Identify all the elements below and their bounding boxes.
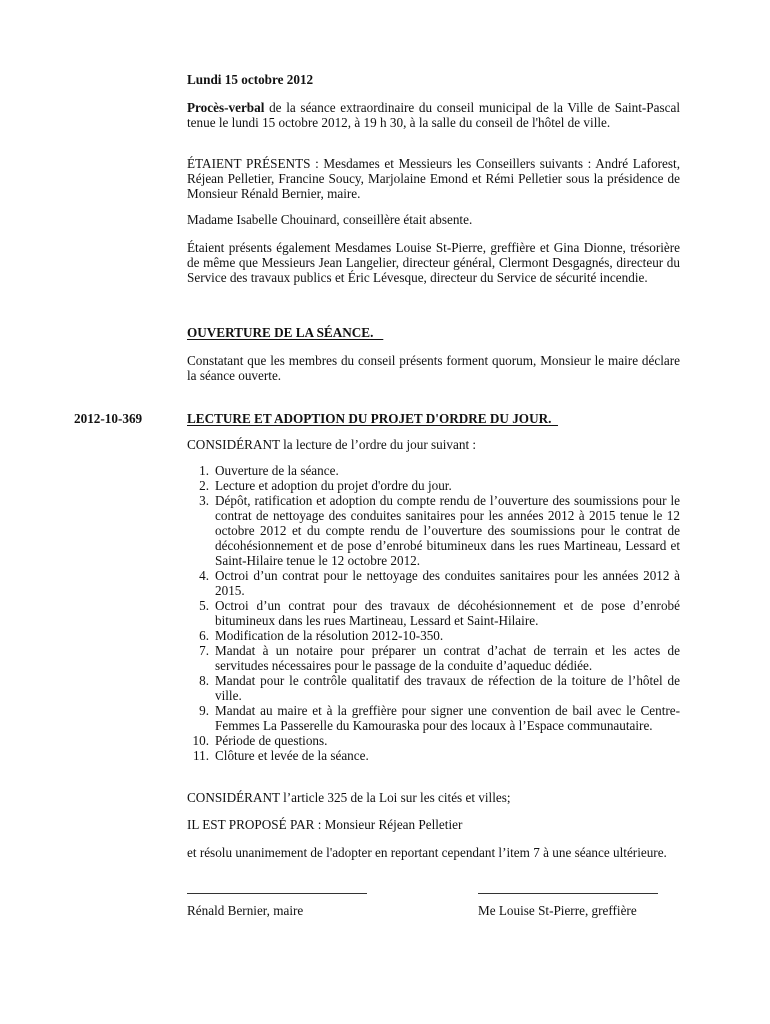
clerk-signature-line — [478, 893, 658, 894]
agenda-item-text: Ouverture de la séance. — [215, 463, 339, 478]
agenda-item-number: 4. — [199, 568, 209, 583]
agenda-item-number: 7. — [199, 643, 209, 658]
presents-paragraph: ÉTAIENT PRÉSENTS : Mesdames et Messieurs les Conseillers suivants : André Laforest, Réjean Pelletier, Francine Soucy, Marjolaine Emond et Rémi Pelletier sous la présidence de Monsieur Rénald Bernier, maire. — [187, 156, 680, 201]
agenda-item-text: Mandat pour le contrôle qualitatif des travaux de réfection de la toiture de l’hôtel de ville. — [215, 673, 680, 703]
clerk-signature-name: Me Louise St-Pierre, greffière — [478, 903, 637, 918]
agenda-item-number: 6. — [199, 628, 209, 643]
mayor-signature-name: Rénald Bernier, maire — [187, 903, 304, 918]
agenda-item-number: 10. — [192, 733, 209, 748]
considering-agenda: CONSIDÉRANT la lecture de l’ordre du jour suivant : — [187, 437, 477, 452]
proposed-by: IL EST PROPOSÉ PAR : Monsieur Réjean Pelletier — [187, 817, 463, 832]
resolved-paragraph: et résolu unanimement de l'adopter en reportant cependant l’item 7 à une séance ultérieure. — [187, 845, 667, 860]
agenda-item-text: Dépôt, ratification et adoption du compte rendu de l’ouverture des soumissions pour le contrat de nettoyage des conduites sanitaires pour les années 2012 à 2015 tenue le 12 octobre 2012 et du compte rendu de l’ouverture des soumissions pour le contrat de décohésionnement et de pose d’enrobé bitumineux dans les rues Martineau, Lessard et Saint-Hilaire tenue le 12 octobre 2012. — [215, 493, 680, 568]
opening-paragraph: Constatant que les membres du conseil présents forment quorum, Monsieur le maire déclare la séance ouverte. — [187, 353, 680, 383]
intro-text: de la séance extraordinaire du conseil municipal de la Ville de Saint-Pascal tenue le lundi 15 octobre 2012, à 19 h 30, à la salle du conseil de l'hôtel de ville. — [187, 100, 680, 130]
agenda-item-text: Modification de la résolution 2012-10-350. — [215, 628, 444, 643]
agenda-item — [187, 478, 680, 493]
agenda-item-number: 5. — [199, 598, 209, 613]
agenda-item — [187, 598, 680, 628]
agenda-item — [187, 643, 680, 673]
agenda-item-text: Mandat à un notaire pour préparer un contrat d’achat de terrain et les actes de servitudes nécessaires pour le passage de la conduite d’aqueduc dédiée. — [215, 643, 680, 673]
agenda-item — [187, 568, 680, 598]
agenda-item-number: 8. — [199, 673, 209, 688]
agenda-item — [187, 673, 680, 703]
absent-paragraph: Madame Isabelle Chouinard, conseillère était absente. — [187, 212, 473, 227]
mayor-signature-line — [187, 893, 367, 894]
agenda-item-number: 3. — [199, 493, 209, 508]
agenda-item-text: Octroi d’un contrat pour des travaux de décohésionnement et de pose d’enrobé bitumineux dans les rues Martineau, Lessard et Saint-Hilaire. — [215, 598, 680, 628]
resolution-number: 2012-10-369 — [74, 411, 143, 426]
resolution-heading: LECTURE ET ADOPTION DU PROJET D'ORDRE DU JOUR. — [187, 411, 559, 426]
also-present-paragraph: Étaient présents également Mesdames Louise St-Pierre, greffière et Gina Dionne, trésorière de même que Messieurs Jean Langelier, directeur général, Clermont Desgagnés, directeur du Service des travaux publics et Éric Lévesque, directeur du Service de sécurité incendie. — [187, 240, 680, 285]
agenda-item-number: 2. — [199, 478, 209, 493]
agenda-item-text: Lecture et adoption du projet d'ordre du jour. — [215, 478, 452, 493]
intro-paragraph — [187, 100, 680, 130]
considering-law: CONSIDÉRANT l’article 325 de la Loi sur les cités et villes; — [187, 790, 511, 805]
agenda-item — [187, 628, 680, 643]
agenda-item-number: 1. — [199, 463, 209, 478]
agenda-item — [187, 493, 680, 568]
intro-bold-lead: Procès-verbal — [187, 100, 265, 115]
meeting-date: Lundi 15 octobre 2012 — [187, 72, 314, 87]
agenda-item-text: Mandat au maire et à la greffière pour signer une convention de bail avec le Centre-Femmes La Passerelle du Kamouraska pour des locaux à l’Espace communautaire. — [215, 703, 680, 733]
agenda-item-number: 11. — [193, 748, 209, 763]
agenda-item-text: Période de questions. — [215, 733, 328, 748]
agenda-item — [187, 733, 680, 748]
agenda-item-text: Clôture et levée de la séance. — [215, 748, 369, 763]
agenda-item — [187, 748, 680, 763]
agenda-item-text: Octroi d’un contrat pour le nettoyage des conduites sanitaires pour les années 2012 à 2015. — [215, 568, 680, 598]
agenda-item — [187, 703, 680, 733]
agenda-list — [187, 463, 680, 763]
agenda-item — [187, 463, 680, 478]
opening-heading: OUVERTURE DE LA SÉANCE. — [187, 325, 384, 340]
agenda-item-number: 9. — [199, 703, 209, 718]
